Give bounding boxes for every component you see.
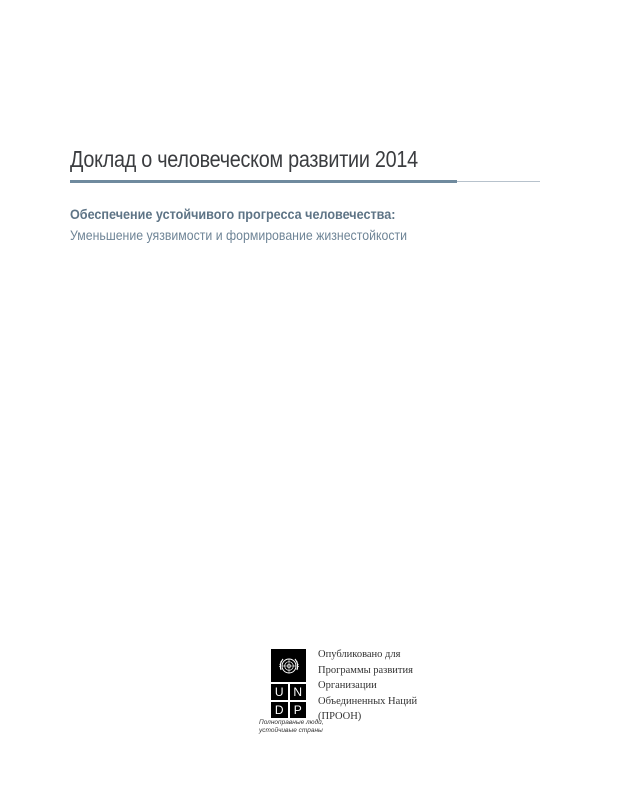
- logo-letter-d: D: [271, 702, 288, 718]
- publisher-line: Опубликовано для: [318, 649, 401, 660]
- tagline-line-2: устойчивые страны: [259, 727, 323, 734]
- title-rule-accent: [70, 180, 457, 183]
- undp-tagline: [259, 719, 324, 735]
- report-subtitle-line2: Уменьшение уязвимости и формирование жизнестойкости: [70, 227, 408, 243]
- report-subtitle: Обеспечение устойчивого прогресса человечества:: [70, 206, 396, 222]
- logo-letter-u: U: [271, 684, 288, 700]
- report-title: Доклад о человеческом развитии 2014: [70, 146, 418, 172]
- publisher-line: (ПРООН): [318, 711, 362, 723]
- publisher-note: [318, 647, 417, 725]
- tagline-line-1: Полноправные люди,: [259, 719, 324, 726]
- undp-letter-grid: [271, 684, 306, 718]
- logo-letter-n: N: [290, 684, 307, 700]
- undp-logo: [271, 649, 306, 718]
- un-globe-icon: [277, 654, 301, 678]
- publisher-line: Программы развития: [318, 664, 413, 676]
- logo-letter-p: P: [290, 702, 307, 718]
- publisher-line: Организации: [318, 680, 377, 692]
- publisher-line: Объединенных Наций: [318, 695, 418, 707]
- un-emblem-icon: [271, 649, 306, 682]
